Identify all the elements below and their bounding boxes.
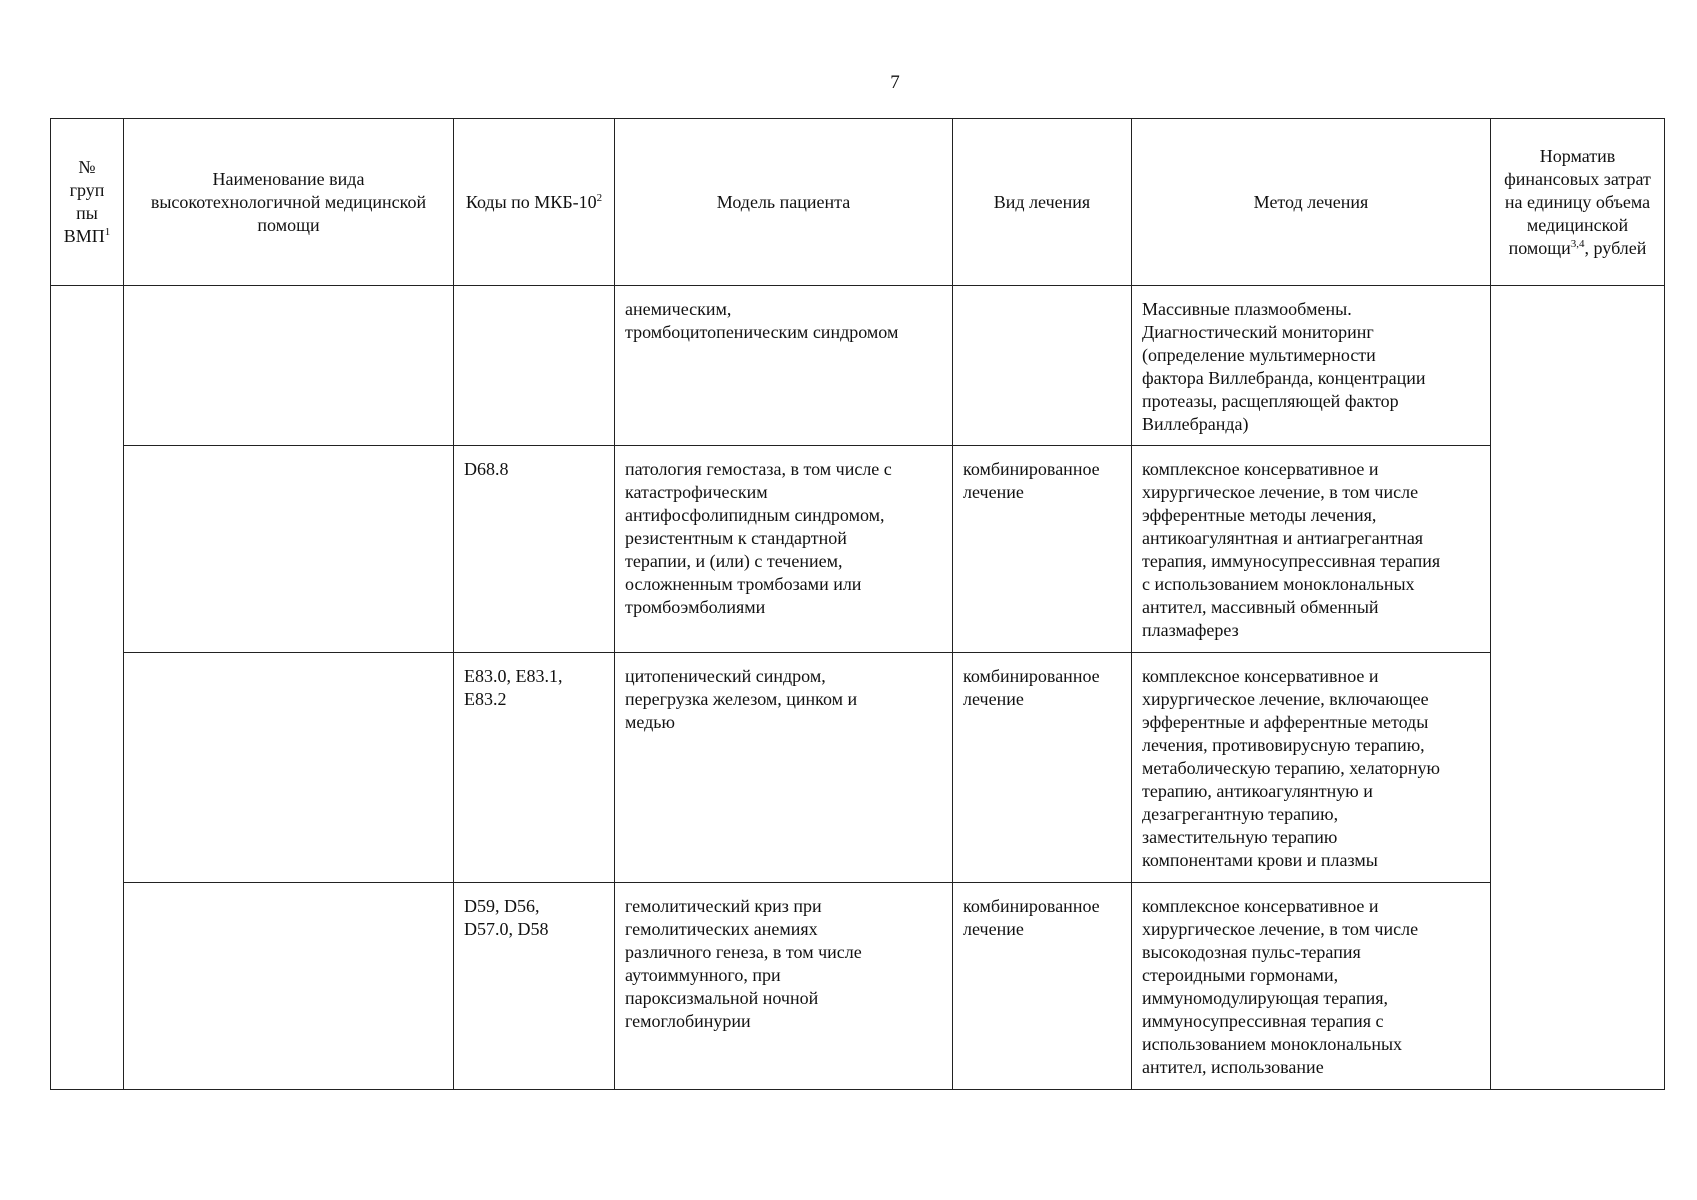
care-type-cell [124, 653, 454, 883]
patient-model-cell: гемолитический криз при гемолитических анемиях различного генеза, в том числе аутоиммунного, при пароксизмальной ночной гемоглобинурии [615, 883, 953, 1090]
patient-model-cell: цитопенический синдром, перегрузка железом, цинком и медью [615, 653, 953, 883]
care-type-cell [124, 446, 454, 653]
header-treatment-method: Метод лечения [1132, 119, 1491, 286]
page-number: 7 [890, 72, 900, 93]
care-type-cell [124, 286, 454, 446]
patient-model-cell: анемическим, тромбоцитопеническим синдромом [615, 286, 953, 446]
table-row [51, 286, 1665, 446]
header-patient-model: Модель пациента [615, 119, 953, 286]
icd-codes-cell: E83.0, E83.1, E83.2 [454, 653, 615, 883]
treatment-method-cell: комплексное консервативное и хирургическое лечение, включающее эфферентные и афферентные методы лечения, противовирусную терапию, метаболическую терапию, хелаторную терапию, антикоагулянтную и дезагрегантную терапию, заместительную терапию компонентами крови и плазмы [1132, 653, 1491, 883]
icd-codes-cell: D68.8 [454, 446, 615, 653]
treatment-type-cell: комбинированное лечение [953, 653, 1132, 883]
header-icd-codes: Коды по МКБ-$10^2$ [454, 119, 615, 286]
header-treatment-type: Вид лечения [953, 119, 1132, 286]
icd-codes-cell [454, 286, 615, 446]
treatment-type-cell: комбинированное лечение [953, 883, 1132, 1090]
treatment-method-cell: комплексное консервативное и хирургическое лечение, в том числе эфферентные методы лечения, антикоагулянтная и антиагрегантная терапия, иммуносупрессивная терапия с использованием моноклональных антител, массивный обменный плазмаферез [1132, 446, 1491, 653]
table-row [51, 653, 1665, 883]
treatment-method-cell: комплексное консервативное и хирургическое лечение, в том числе высокодозная пульс-терапия стероидными гормонами, иммуномодулирующая терапия, иммуносупрессивная терапия с использованием моноклональных антител, использование [1132, 883, 1491, 1090]
header-cost-standard: Норматив финансовых затрат на единицу объема медицинской помощи$^{3,4}$, рублей [1491, 119, 1665, 286]
vmp-table [50, 118, 1665, 1090]
cost-standard-cell [1491, 286, 1665, 1090]
patient-model-cell: патология гемостаза, в том числе с катастрофическим антифосфолипидным синдромом, резистентным к стандартной терапии, и (или) с течением, осложненным тромбозами или тромбоэмболиями [615, 446, 953, 653]
table-row [51, 446, 1665, 653]
header-care-type-name: Наименование вида высокотехнологичной медицинской помощи [124, 119, 454, 286]
icd-codes-cell: D59, D56, D57.0, D58 [454, 883, 615, 1090]
header-group-number: № груп пы ВМП$^1$ [51, 119, 124, 286]
group-number-cell [51, 286, 124, 1090]
care-type-cell [124, 883, 454, 1090]
treatment-type-cell [953, 286, 1132, 446]
table-row [51, 883, 1665, 1090]
treatment-type-cell: комбинированное лечение [953, 446, 1132, 653]
treatment-method-cell: Массивные плазмообмены. Диагностический мониторинг (определение мультимерности фактора Виллебранда, концентрации протеазы, расщепляющей фактор Виллебранда) [1132, 286, 1491, 446]
table-header-row [51, 119, 1665, 286]
